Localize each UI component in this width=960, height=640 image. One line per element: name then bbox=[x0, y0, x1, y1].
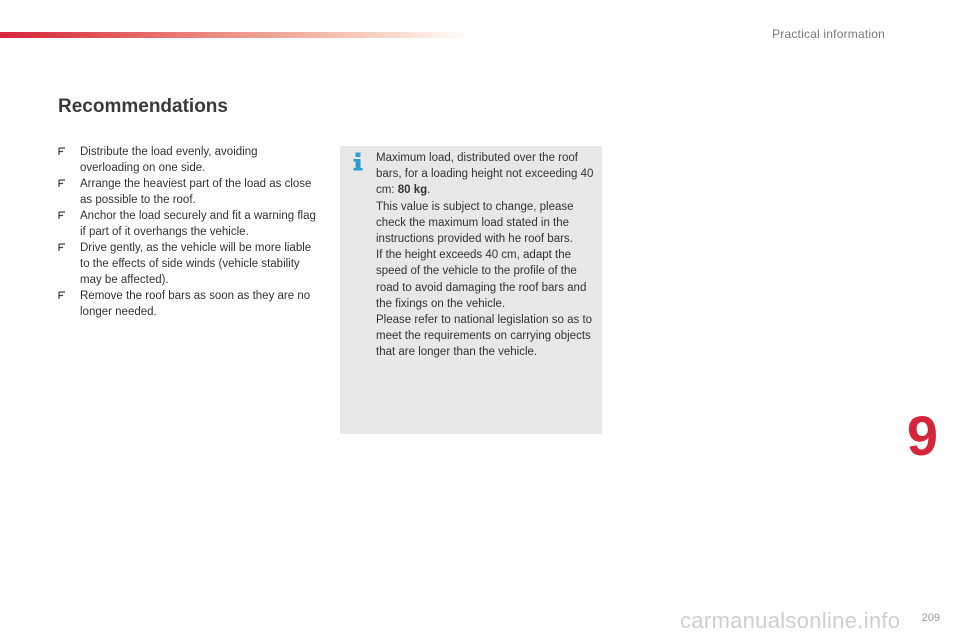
info-text-segment: Maximum load, distributed over the roof bars, for a loading height not exceeding 40 cm: bbox=[376, 152, 594, 197]
list-item bbox=[58, 208, 316, 240]
watermark: carmanualsonline.info bbox=[680, 608, 901, 633]
list-item-text: Remove the roof bars as soon as they are no longer needed. bbox=[80, 290, 311, 318]
section-header: Practical information bbox=[772, 27, 885, 41]
info-paragraph: If the height exceeds 40 cm, adapt the speed of the vehicle to the profile of the road to avoid damaging the roof bars and the fixings on the vehicle. bbox=[376, 249, 587, 310]
bullet-arrow-icon bbox=[58, 179, 66, 188]
info-icon bbox=[352, 152, 364, 172]
bullet-arrow-icon bbox=[58, 291, 66, 300]
list-item-text: Anchor the load securely and fit a warning flag if part of it overhangs the vehicle. bbox=[80, 210, 316, 238]
bullet-arrow-icon bbox=[58, 243, 66, 252]
header-color-band bbox=[0, 32, 470, 38]
info-text bbox=[376, 150, 598, 361]
list-item-text: Distribute the load evenly, avoiding overloading on one side. bbox=[80, 146, 258, 174]
bullet-arrow-icon bbox=[58, 147, 66, 156]
max-load-value: 80 kg bbox=[397, 184, 428, 197]
list-item bbox=[58, 144, 316, 176]
page-number: 209 bbox=[921, 612, 940, 624]
info-box bbox=[340, 146, 602, 434]
page-title: Recommendations bbox=[58, 96, 228, 117]
chapter-number: 9 bbox=[906, 404, 938, 467]
info-text-segment: . bbox=[427, 184, 431, 197]
info-paragraph: This value is subject to change, please check the maximum load stated in the instructions provided with he roof bars. bbox=[376, 200, 574, 246]
bullet-arrow-icon bbox=[58, 211, 66, 220]
recommendation-list bbox=[58, 144, 316, 320]
info-paragraph bbox=[376, 150, 598, 199]
list-item bbox=[58, 288, 316, 320]
info-paragraph: Please refer to national legislation so as to meet the requirements on carrying objects that are longer than the vehicle. bbox=[376, 314, 593, 359]
list-item-text: Arrange the heaviest part of the load as close as possible to the roof. bbox=[80, 178, 312, 206]
list-item-text: Drive gently, as the vehicle will be more liable to the effects of side winds (vehicle stability may be affected). bbox=[80, 242, 312, 286]
list-item bbox=[58, 240, 316, 288]
list-item bbox=[58, 176, 316, 208]
